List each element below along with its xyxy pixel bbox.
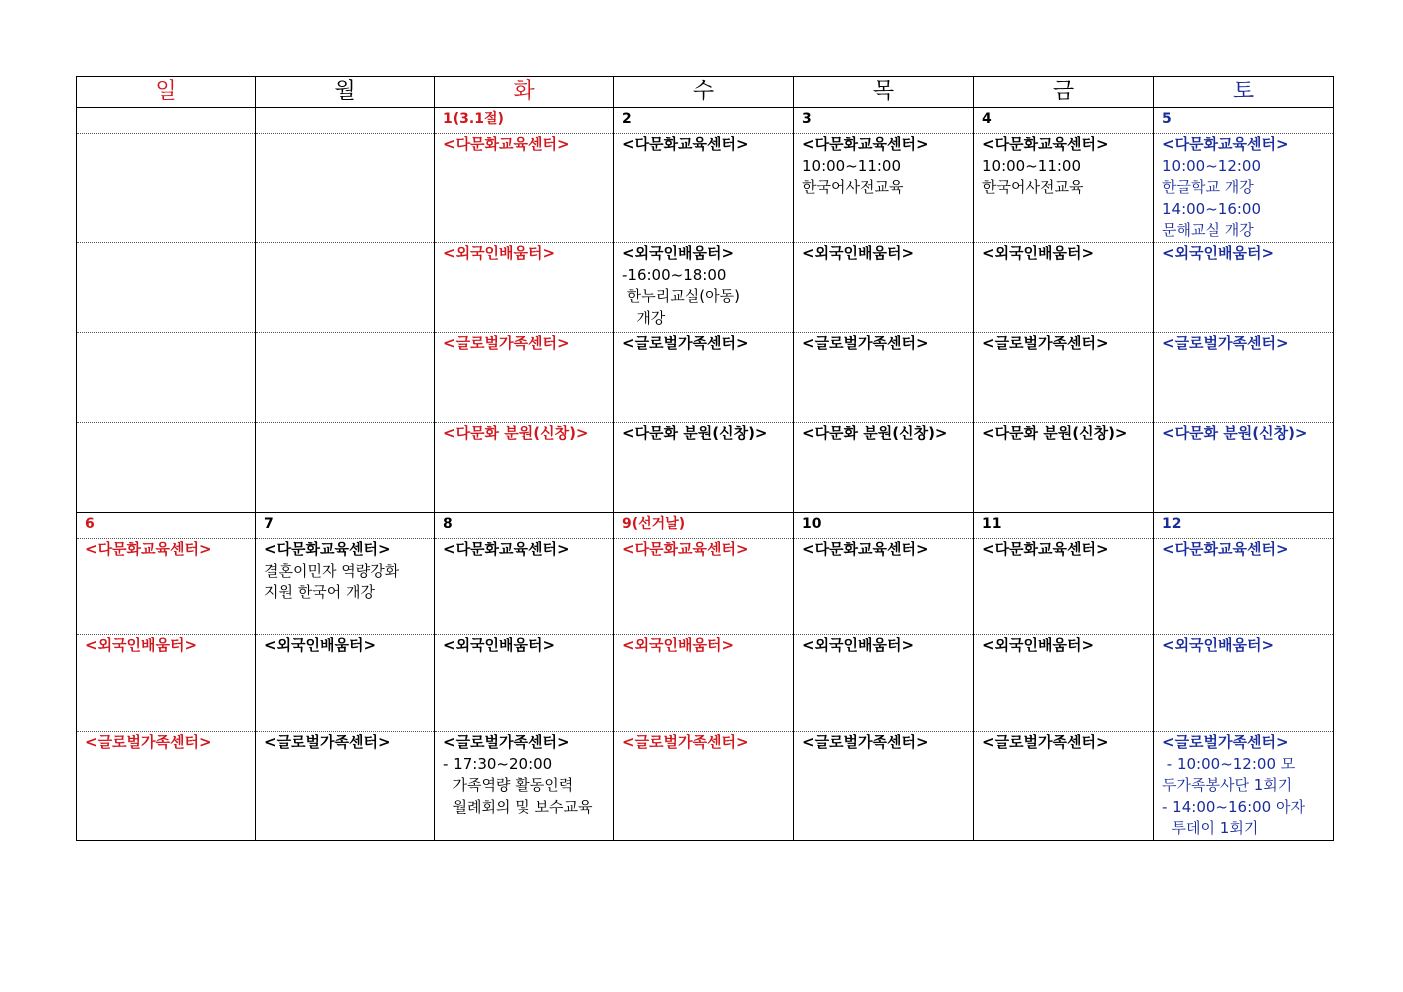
event-cell bbox=[974, 635, 1154, 732]
event-cell bbox=[614, 635, 794, 732]
center-name: <다문화 분원(신창)> bbox=[443, 424, 589, 442]
event-cell bbox=[614, 539, 794, 635]
event-cell bbox=[77, 333, 256, 423]
center-name: <외국인배움터> bbox=[622, 244, 735, 262]
center-name: <글로벌가족센터> bbox=[622, 733, 749, 751]
center-name: <다문화교육센터> bbox=[982, 135, 1109, 153]
event-cell bbox=[435, 635, 614, 732]
date-cell: 7 bbox=[256, 513, 435, 539]
center-name: <다문화교육센터> bbox=[1162, 540, 1289, 558]
event-cell bbox=[794, 732, 974, 841]
weekday-header-sat: 토 bbox=[1154, 77, 1334, 108]
weekday-header-mon: 월 bbox=[256, 77, 435, 108]
event-cell bbox=[77, 134, 256, 243]
event-cell bbox=[256, 732, 435, 841]
event-cell bbox=[435, 539, 614, 635]
event-cell bbox=[77, 423, 256, 513]
event-cell bbox=[77, 243, 256, 333]
event-cell bbox=[1154, 134, 1334, 243]
event-cell bbox=[77, 539, 256, 635]
event-cell bbox=[614, 243, 794, 333]
date-cell: 5 bbox=[1154, 108, 1334, 134]
center-name: <외국인배움터> bbox=[443, 244, 556, 262]
date-cell: 4 bbox=[974, 108, 1154, 134]
center-name: <다문화교육센터> bbox=[264, 540, 391, 558]
event-details: -16:00~18:00 한누리교실(아동) 개강 bbox=[622, 265, 740, 327]
event-cell bbox=[256, 134, 435, 243]
event-cell bbox=[794, 333, 974, 423]
center-name: <다문화교육센터> bbox=[982, 540, 1109, 558]
event-cell bbox=[77, 732, 256, 841]
event-cell bbox=[974, 423, 1154, 513]
event-cell bbox=[256, 635, 435, 732]
date-cell: 9(선거날) bbox=[614, 513, 794, 539]
date-row bbox=[77, 108, 1334, 134]
event-cell bbox=[256, 243, 435, 333]
event-cell bbox=[435, 243, 614, 333]
center-name: <다문화교육센터> bbox=[622, 135, 749, 153]
event-cell bbox=[794, 134, 974, 243]
center-name: <글로벌가족센터> bbox=[443, 733, 570, 751]
center-name: <외국인배움터> bbox=[1162, 244, 1275, 262]
center-name: <글로벌가족센터> bbox=[802, 334, 929, 352]
event-cell bbox=[435, 333, 614, 423]
calendar-table bbox=[76, 76, 1334, 841]
center-name: <외국인배움터> bbox=[1162, 636, 1275, 654]
center-name: <다문화교육센터> bbox=[802, 135, 929, 153]
weekday-header-fri: 금 bbox=[974, 77, 1154, 108]
event-cell bbox=[974, 134, 1154, 243]
event-details: - 10:00~12:00 모 두가족봉사단 1회기 - 14:00~16:00 아자 투데이 1회기 bbox=[1162, 754, 1305, 837]
center-name: <다문화 분원(신창)> bbox=[622, 424, 768, 442]
center-name: <글로벌가족센터> bbox=[264, 733, 391, 751]
event-cell bbox=[435, 423, 614, 513]
event-cell bbox=[794, 243, 974, 333]
event-cell bbox=[974, 333, 1154, 423]
event-cell bbox=[256, 539, 435, 635]
center-name: <다문화 분원(신창)> bbox=[802, 424, 948, 442]
event-cell bbox=[794, 539, 974, 635]
event-cell bbox=[77, 635, 256, 732]
event-row bbox=[77, 635, 1334, 732]
event-cell bbox=[974, 732, 1154, 841]
center-name: <글로벌가족센터> bbox=[802, 733, 929, 751]
date-cell: 10 bbox=[794, 513, 974, 539]
weekday-header-sun: 일 bbox=[77, 77, 256, 108]
date-cell: 6 bbox=[77, 513, 256, 539]
center-name: <외국인배움터> bbox=[802, 244, 915, 262]
event-cell bbox=[435, 134, 614, 243]
event-cell bbox=[1154, 243, 1334, 333]
event-details: 10:00~12:00 한글학교 개강 14:00~16:00 문해교실 개강 bbox=[1162, 156, 1262, 239]
date-cell bbox=[77, 108, 256, 134]
weekday-header-row bbox=[77, 77, 1334, 108]
center-name: <글로벌가족센터> bbox=[85, 733, 212, 751]
center-name: <글로벌가족센터> bbox=[1162, 733, 1289, 751]
event-cell bbox=[1154, 635, 1334, 732]
center-name: <글로벌가족센터> bbox=[1162, 334, 1289, 352]
event-cell bbox=[1154, 423, 1334, 513]
center-name: <외국인배움터> bbox=[982, 244, 1095, 262]
event-cell bbox=[614, 423, 794, 513]
event-details: 10:00~11:00 한국어사전교육 bbox=[982, 156, 1084, 196]
center-name: <글로벌가족센터> bbox=[982, 334, 1109, 352]
center-name: <외국인배움터> bbox=[802, 636, 915, 654]
event-cell bbox=[1154, 333, 1334, 423]
event-row bbox=[77, 539, 1334, 635]
center-name: <다문화 분원(신창)> bbox=[1162, 424, 1308, 442]
date-cell: 12 bbox=[1154, 513, 1334, 539]
center-name: <다문화교육센터> bbox=[443, 135, 570, 153]
center-name: <글로벌가족센터> bbox=[982, 733, 1109, 751]
event-cell bbox=[256, 333, 435, 423]
event-cell bbox=[974, 539, 1154, 635]
event-cell bbox=[435, 732, 614, 841]
event-cell bbox=[1154, 539, 1334, 635]
date-cell bbox=[256, 108, 435, 134]
date-row bbox=[77, 513, 1334, 539]
date-cell: 3 bbox=[794, 108, 974, 134]
event-row bbox=[77, 732, 1334, 841]
event-cell bbox=[794, 423, 974, 513]
center-name: <다문화교육센터> bbox=[802, 540, 929, 558]
weekday-header-wed: 수 bbox=[614, 77, 794, 108]
weekday-header-thu: 목 bbox=[794, 77, 974, 108]
event-cell bbox=[794, 635, 974, 732]
event-cell bbox=[614, 134, 794, 243]
center-name: <외국인배움터> bbox=[982, 636, 1095, 654]
date-cell: 11 bbox=[974, 513, 1154, 539]
center-name: <다문화교육센터> bbox=[622, 540, 749, 558]
event-row bbox=[77, 134, 1334, 243]
event-cell bbox=[614, 333, 794, 423]
date-cell: 1(3.1절) bbox=[435, 108, 614, 134]
center-name: <다문화교육센터> bbox=[1162, 135, 1289, 153]
event-row bbox=[77, 333, 1334, 423]
center-name: <외국인배움터> bbox=[85, 636, 198, 654]
center-name: <다문화교육센터> bbox=[443, 540, 570, 558]
center-name: <다문화 분원(신창)> bbox=[982, 424, 1128, 442]
center-name: <글로벌가족센터> bbox=[443, 334, 570, 352]
date-cell: 2 bbox=[614, 108, 794, 134]
event-details: 결혼이민자 역량강화 지원 한국어 개강 bbox=[264, 561, 400, 601]
center-name: <외국인배움터> bbox=[443, 636, 556, 654]
event-details: - 17:30~20:00 가족역량 활동인력 월례회의 및 보수교육 bbox=[443, 754, 593, 816]
center-name: <외국인배움터> bbox=[264, 636, 377, 654]
event-cell bbox=[1154, 732, 1334, 841]
weekday-header-tue: 화 bbox=[435, 77, 614, 108]
date-cell: 8 bbox=[435, 513, 614, 539]
event-row bbox=[77, 423, 1334, 513]
center-name: <외국인배움터> bbox=[622, 636, 735, 654]
event-cell bbox=[256, 423, 435, 513]
event-details: 10:00~11:00 한국어사전교육 bbox=[802, 156, 904, 196]
event-cell bbox=[974, 243, 1154, 333]
center-name: <글로벌가족센터> bbox=[622, 334, 749, 352]
event-cell bbox=[614, 732, 794, 841]
center-name: <다문화교육센터> bbox=[85, 540, 212, 558]
event-row bbox=[77, 243, 1334, 333]
